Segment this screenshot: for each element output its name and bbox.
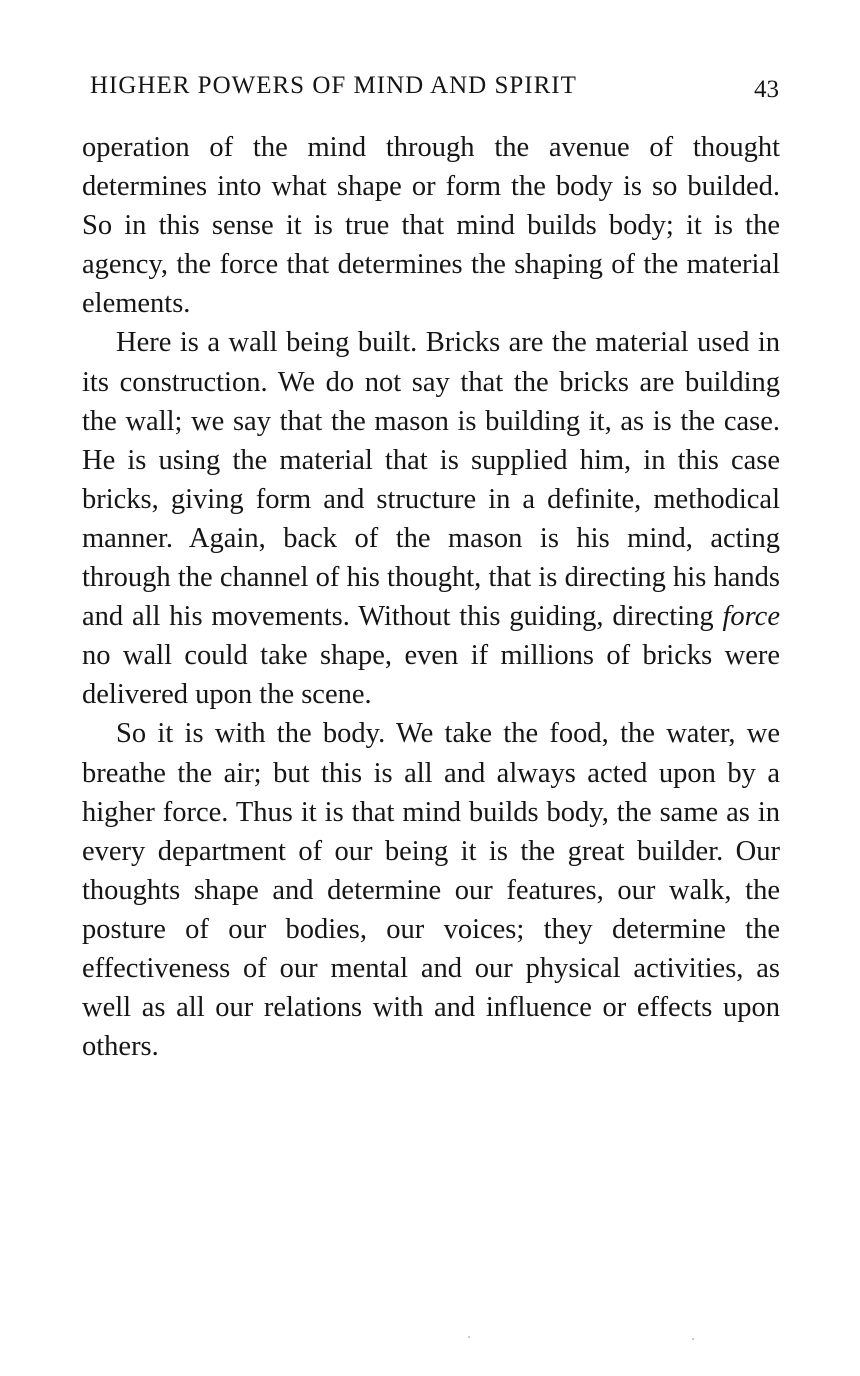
paragraph-text: Here is a wall being built. Bricks are the material used in its construction. We do not say that the bricks are building the wall; we say that the mason is building it, as is the case. He is using the material that is supplied him, in this case bricks, giving form and structure in a definite, methodical manner. Again, back of the mason is his mind, acting through the channel of his thought, that is directing his hands and all his movements. Without this guiding, directing xyxy=(82,327,780,633)
running-header xyxy=(90,72,790,106)
emphasized-word: force xyxy=(722,601,780,633)
page-number: 43 xyxy=(754,76,779,103)
paragraph-text: no wall could take shape, even if millions of bricks were delivered upon the scene. xyxy=(82,640,780,711)
scan-speck xyxy=(468,1336,470,1338)
scan-speck xyxy=(692,1338,694,1340)
running-title: HIGHER POWERS OF MIND AND SPIRIT xyxy=(90,72,577,99)
paragraph-body: So it is with the body. We take the food, the water, we breathe the air; but this is all and always acted upon by a higher force. Thus it is that mind builds body, the same as in every department of our being it is the great builder. Our thoughts shape and determine our features, our walk, the posture of our bodies, our voices; they determine the effectiveness of our mental and our physical activities, as well as all our relations with and influence or effects upon others. xyxy=(82,718,780,1063)
paragraph-wall-analogy xyxy=(82,323,780,714)
paragraph-continued: operation of the mind through the avenue of thought determines into what shape or form the body is so builded. So in this sense it is true that mind builds body; it is the agency, the force that determines the shaping of the material elements. xyxy=(82,132,780,320)
body-text xyxy=(82,128,780,1066)
